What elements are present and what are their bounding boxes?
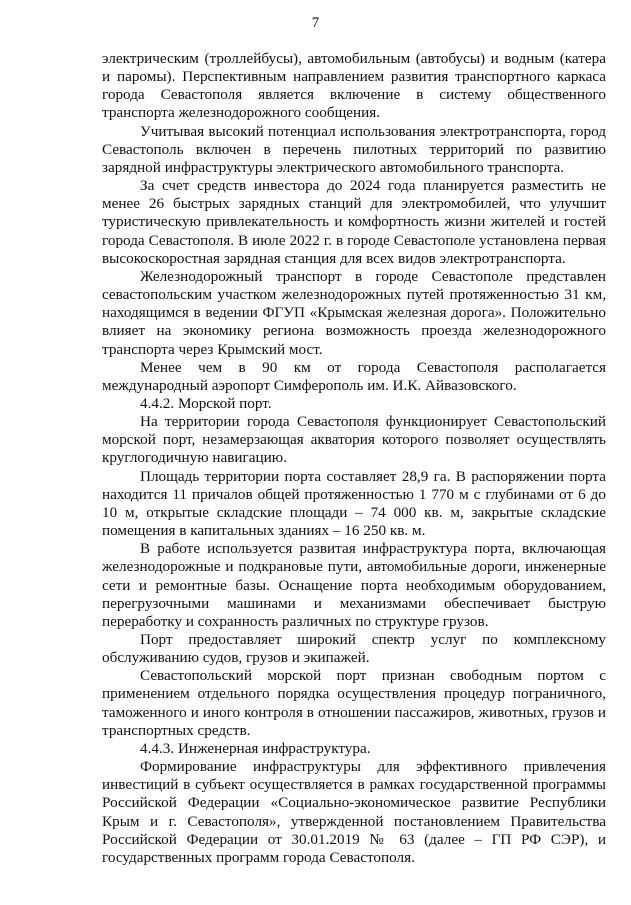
paragraph-free-port: Севастопольский морской порт признан свободным портом с применением отдельного порядка осуществления процедур пограничного, таможенного и иного контроля в отношении пассажиров, животных, грузов и транспортных средств. <box>102 667 606 739</box>
paragraph-airport: Менее чем в 90 км от города Севастополя располагается международный аэропорт Симферополь им. И.К. Айвазовского. <box>102 358 606 394</box>
paragraph-railway-transport: Железнодорожный транспорт в городе Севастополе представлен севастопольским участком железнодорожных путей протяженностью 31 км, находящимся в ведении ФГУП «Крымская железная дорога». Положительно влияет на экономику региона возможность проезда железнодорожного транспорта через Крымский мост. <box>102 267 606 358</box>
paragraph-electric-transport-pilot: Учитывая высокий потенциал использования электротранспорта, город Севастополь включен в перечень пилотных территорий по развитию зарядной инфраструктуры электрического автомобильного транспорта. <box>102 122 606 176</box>
paragraph-charging-stations: За счет средств инвестора до 2024 года планируется разместить не менее 26 быстрых зарядных станций для электромобилей, что улучшит туристическую привлекательность и комфортность жизни жителей и гостей города Севастополя. В июле 2022 г. в городе Севастополе установлена первая высокоскоростная зарядная станция для всех видов электротранспорта. <box>102 177 606 267</box>
section-heading-engineering-infrastructure: 4.4.3. Инженерная инфраструктура. <box>140 739 371 757</box>
paragraph-port-services: Порт предоставляет широкий спектр услуг по комплексному обслуживанию судов, грузов и экипажей. <box>102 631 606 667</box>
paragraph-sea-port-navigation: На территории города Севастополя функционирует Севастопольский морской порт, незамерзающая акватория которого позволяет осуществлять круглогодичную навигацию. <box>102 413 606 467</box>
document-body <box>102 50 606 867</box>
paragraph-port-infrastructure: В работе используется развитая инфраструктура порта, включающая железнодорожные и подкрановые пути, автомобильные дороги, инженерные сети и ремонтные базы. Оснащение порта необходимым оборудованием, перегрузочными машинами и механизмами обеспечивает быструю переработку и сохранность различных по структуре грузов. <box>102 540 606 630</box>
section-heading-sea-port: 4.4.2. Морской порт. <box>140 394 272 412</box>
paragraph-public-transport: электрическим (троллейбусы), автомобильным (автобусы) и водным (катера и паромы). Перспективным направлением развития транспортного каркаса города Севастополя является включение в систему общественного транспорта железнодорожного сообщения. <box>102 50 606 122</box>
paragraph-state-programs: Формирование инфраструктуры для эффективного привлечения инвестиций в субъект осуществляется в рамках государственной программы Российской Федерации «Социально-экономическое развитие Республики Крым и г. Севастополя», утвержденной постановлением Правительства Российской Федерации от 30.01.2019 № 63 (далее – ГП РФ СЭР), и государственных программ города Севастополя. <box>102 758 606 866</box>
paragraph-port-area: Площадь территории порта составляет 28,9 га. В распоряжении порта находится 11 причалов общей протяженностью 1 770 м с глубинами от 6 до 10 м, открытые складские площади – 74 000 кв. м, закрытые складские помещения в капитальных зданиях – 16 250 кв. м. <box>102 467 606 540</box>
page-number: 7 <box>311 15 320 31</box>
